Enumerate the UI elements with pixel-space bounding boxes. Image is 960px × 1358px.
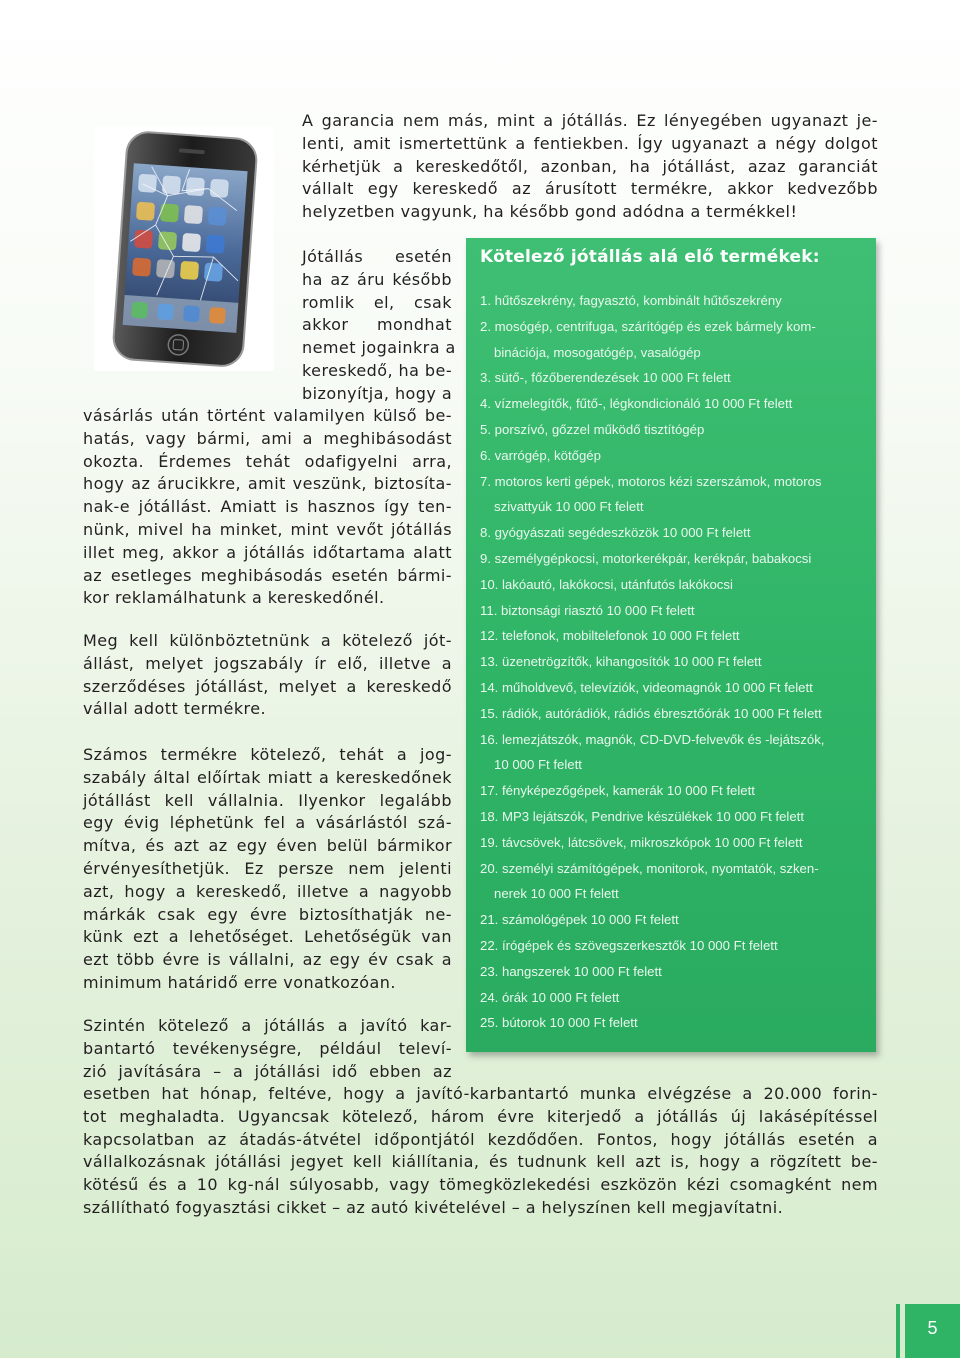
list-item bbox=[480, 649, 870, 675]
list-item bbox=[480, 443, 870, 469]
list-item bbox=[480, 778, 870, 804]
products-list bbox=[480, 288, 870, 1036]
list-item-text: 15. rádiók, autórádiók, rádiós ébresztőórák 10 000 Ft felett bbox=[480, 705, 822, 721]
list-item-text: 22. írógépek és szövegszerkesztők 10 000 Ft felett bbox=[480, 937, 778, 953]
list-item bbox=[480, 598, 870, 624]
text-line: helyzetben vagyunk, ha később gond adódna a termékkel! bbox=[302, 202, 798, 222]
list-item-text: 1. hűtőszekrény, fagyasztó, kombinált hűtőszekrény bbox=[480, 293, 782, 308]
list-item-text: 2. mosógép, centrifuga, szárítógép és ezek bármely kom- bbox=[480, 318, 816, 334]
list-item-text: 5. porszívó, gőzzel működő tisztítógép bbox=[480, 421, 705, 437]
text-line: Jótállás esetén bbox=[302, 247, 452, 266]
text-line: kereskedő, ha be- bbox=[302, 360, 453, 380]
text-line: romlik el, csak bbox=[302, 292, 452, 312]
text-line: illet meg, akkor a jótállás időtartama alatt bbox=[83, 542, 452, 562]
list-item-text: 23. hangszerek 10 000 Ft felett bbox=[480, 963, 662, 979]
text-line: vállalt egy kereskedő az árusított termékre, akkor kedvezőbb bbox=[302, 179, 878, 199]
text-line: bizonyítja, hogy a bbox=[302, 383, 453, 403]
list-item bbox=[480, 830, 870, 856]
list-item-text: 13. üzenetrögzítők, kihangosítók 10 000 Ft felett bbox=[480, 654, 762, 670]
text-line: lenti, amit ismertettünk a fentiekben. Így ugyanazt a négy dolgot bbox=[302, 133, 878, 153]
list-item-text: binációja, mosogatógép, vasalógép bbox=[494, 344, 701, 360]
list-item-text: 24. órák 10 000 Ft felett bbox=[480, 989, 620, 1005]
list-item-text: 18. MP3 lejátszók, Pendrive készülékek 10 000 Ft felett bbox=[480, 808, 804, 824]
text-line: az esetleges meghibásodás esetén bármi- bbox=[83, 565, 452, 585]
page-number: 5 bbox=[927, 1318, 938, 1338]
text-line: vállalkozásnak jótállási jegyet kell kiállítania, és tudnunk kell azt is, hogy a rögzített be- bbox=[83, 1152, 878, 1172]
list-item-text: 25. bútorok 10 000 Ft felett bbox=[480, 1015, 638, 1031]
text-line: nemet jogainkra a bbox=[302, 338, 456, 358]
list-item bbox=[480, 804, 870, 830]
page-number-tab bbox=[905, 1304, 960, 1358]
text-line: vásárlás után történt valamilyen külső be- bbox=[83, 406, 452, 425]
list-item-text: 12. telefonok, mobiltelefonok 10 000 Ft felett bbox=[480, 628, 740, 644]
text-line: szabály által előírtak miatt a kereskedőnek bbox=[83, 767, 452, 787]
mandatory-warranty-products-box bbox=[466, 238, 876, 1052]
list-item-text: 3. sütő-, főzőberendezések 10 000 Ft felett bbox=[480, 370, 731, 386]
text-line: kérhetjük a kereskedőtől, azonban, ha jótállást, azaz garanciát bbox=[302, 156, 878, 176]
text-line: tot meghaladta. Ugyancsak kötelező, három évre kiterjedő a jótállás új lakásépítéssel bbox=[83, 1106, 878, 1126]
list-item bbox=[480, 856, 870, 908]
list-item bbox=[480, 1010, 870, 1036]
list-item bbox=[480, 572, 870, 598]
list-item bbox=[480, 417, 870, 443]
page-tab-stripe bbox=[896, 1304, 900, 1358]
text-line: hogy az árucikkre, amit veszünk, biztosíta- bbox=[83, 474, 452, 494]
list-item-text: 10. lakóautó, lakókocsi, utánfutós lakókocsi bbox=[480, 576, 733, 592]
list-item bbox=[480, 623, 870, 649]
text-line: kor reklamálhatunk a kereskedőnél. bbox=[83, 588, 385, 608]
jotallas-paragraph-narrow bbox=[302, 246, 456, 406]
list-item-text: 17. fényképezőgépek, kamerák 10 000 Ft felett bbox=[480, 783, 755, 799]
text-line: Számos termékre kötelező, tehát a jog- bbox=[83, 745, 452, 764]
text-line: vállal adott termékre. bbox=[83, 699, 267, 719]
list-item-text: nerek 10 000 Ft felett bbox=[494, 886, 619, 902]
list-item-text: 14. műholdvevő, televíziók, videomagnók 10 000 Ft felett bbox=[480, 679, 813, 695]
jotallas-paragraph-wide bbox=[83, 405, 452, 610]
list-item-text: 8. gyógyászati segédeszközök 10 000 Ft felett bbox=[480, 525, 751, 541]
text-line: zió javítására – a jótállási idő ebben az bbox=[83, 1061, 452, 1081]
text-line: ha az áru később bbox=[302, 269, 452, 289]
list-item bbox=[480, 391, 870, 417]
list-item bbox=[480, 727, 870, 779]
text-line: Meg kell különböztetnünk a kötelező jót- bbox=[83, 631, 452, 650]
list-item bbox=[480, 288, 870, 314]
text-line: okozta. Érdemes tehát odafigyelni arra, bbox=[83, 451, 452, 471]
text-line: akkor mondhat bbox=[302, 315, 452, 335]
javito-paragraph-narrow bbox=[83, 1015, 452, 1083]
text-line: ezt több évre is vállalni, az egy év csak a bbox=[83, 950, 452, 970]
list-item bbox=[480, 314, 870, 366]
kulonboztetes-paragraph bbox=[83, 630, 452, 721]
text-line: jótállást kell vállalnia. Ilyenkor legalább bbox=[83, 790, 452, 810]
text-line: mítva, és azt az egy éven belül bármikor bbox=[83, 836, 452, 856]
text-line: márkák csak egy évre biztosíthatják ne- bbox=[83, 904, 452, 924]
text-line: kapcsolatban az átadás-átvétel időpontjától kezdődően. Fontos, hogy jótállás esetén a bbox=[83, 1129, 878, 1149]
text-line: állást, melyet jogszabály ír elő, illetve a bbox=[83, 653, 452, 673]
list-item-text: 7. motoros kerti gépek, motoros kézi szerszámok, motoros bbox=[480, 473, 822, 489]
list-item bbox=[480, 701, 870, 727]
list-item-text: 19. távcsövek, látcsövek, mikroszkópok 10 000 Ft felett bbox=[480, 834, 803, 850]
list-item bbox=[480, 985, 870, 1011]
list-item-text: 6. varrógép, kötőgép bbox=[480, 447, 601, 463]
text-line: Szintén kötelező a jótállás a javító kar- bbox=[83, 1016, 452, 1035]
text-line: bantartó tevékenységre, például televí- bbox=[83, 1038, 452, 1058]
list-item bbox=[480, 469, 870, 521]
list-item bbox=[480, 520, 870, 546]
broken-phone-image bbox=[94, 127, 274, 371]
text-line: A garancia nem más, mint a jótállás. Ez lényegében ugyanazt je- bbox=[302, 111, 878, 130]
list-item-text: 4. vízmelegítők, fűtő-, légkondicionáló 10 000 Ft felett bbox=[480, 396, 793, 412]
list-item-text: 21. számológépek 10 000 Ft felett bbox=[480, 912, 679, 928]
intro-paragraph bbox=[302, 110, 878, 224]
text-line: nak-e jótállást. Amiatt is hasznos így ten- bbox=[83, 497, 452, 517]
list-item-text: 11. biztonsági riasztó 10 000 Ft felett bbox=[480, 602, 695, 618]
text-line: hatás, vagy bármi, ami a meghibásodást bbox=[83, 428, 452, 448]
list-item-text: 20. személyi számítógépek, monitorok, nyomtatók, szken- bbox=[480, 860, 819, 876]
text-line: esetben hat hónap, feltéve, hogy a javító-karbantartó munka elvégzése a 20.000 forin- bbox=[83, 1084, 878, 1103]
text-line: szerződéses jótállást, melyet a kereskedő bbox=[83, 676, 452, 696]
text-line: künk ezt a lehetőséget. Lehetőségük van bbox=[83, 927, 452, 947]
list-item bbox=[480, 907, 870, 933]
list-item-text: 9. személygépkocsi, motorkerékpár, kerékpár, babakocsi bbox=[480, 550, 812, 566]
broken-phone-icon bbox=[94, 127, 274, 371]
list-item bbox=[480, 675, 870, 701]
javito-paragraph-wide bbox=[83, 1083, 878, 1220]
text-line: nünk, mivel ha minket, mint vevőt jótállás bbox=[83, 519, 452, 539]
text-line: egy évig léphetünk fel a vásárlástól szá- bbox=[83, 813, 452, 833]
text-line: azt, hogy a kereskedő, illetve a nagyobb bbox=[83, 881, 452, 901]
list-item bbox=[480, 959, 870, 985]
szamos-paragraph bbox=[83, 744, 452, 995]
text-line: érvényesíthetjük. Ez persze nem jelenti bbox=[83, 858, 452, 878]
text-line: szállítható fogyasztási cikket – az autó kivételével – a helyszínen kell megjavítatni. bbox=[83, 1197, 784, 1217]
list-item-text: 16. lemezjátszók, magnók, CD-DVD-felvevők és -lejátszók, bbox=[480, 731, 825, 747]
list-item bbox=[480, 933, 870, 959]
list-item bbox=[480, 546, 870, 572]
products-box-title: Kötelező jótállás alá elő termékek: bbox=[480, 247, 820, 267]
list-item-text: 10 000 Ft felett bbox=[494, 757, 582, 773]
text-line: minimum határidő erre vonatkozóan. bbox=[83, 972, 396, 992]
text-line: kötésű és a 10 kg-nál súlyosabb, vagy tömegközlekedési eszközön kézi csomagként nem bbox=[83, 1175, 878, 1195]
list-item bbox=[480, 365, 870, 391]
list-item-text: szivattyúk 10 000 Ft felett bbox=[494, 499, 644, 515]
